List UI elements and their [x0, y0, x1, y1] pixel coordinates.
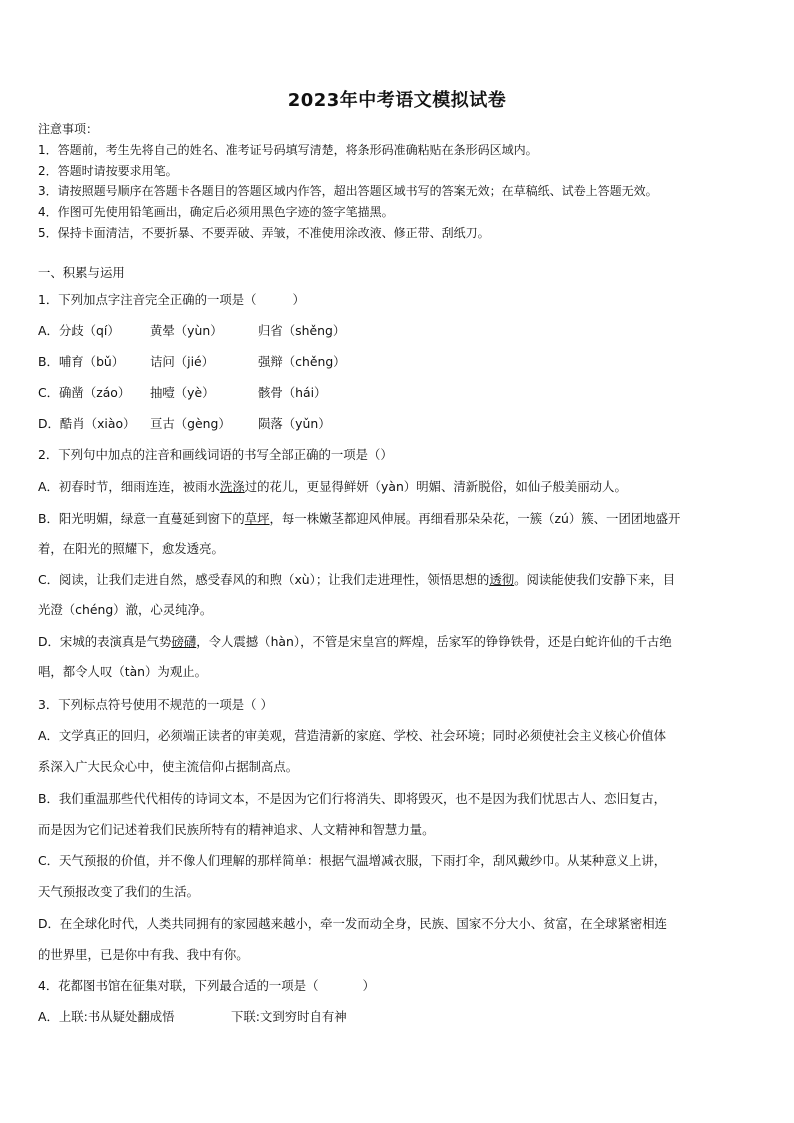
question-2-option-a — [38, 479, 627, 495]
question-2-option-b-cont: 着，在阳光的照耀下，愈发透亮。 — [38, 541, 224, 556]
option-text: A．初春时节，细雨连连，被雨水 — [38, 479, 220, 494]
upper-couplet: A．上联:书从疑处翻成悟 — [38, 1009, 175, 1024]
question-2-stem: 2．下列句中加点的注音和画线词语的书写全部正确的一项是（） — [38, 447, 393, 462]
question-4-option-a — [38, 1009, 347, 1025]
option-word: 强辩（chěng） — [258, 354, 346, 369]
question-2-option-c-cont: 光澄（chéng）澈，心灵纯净。 — [38, 602, 213, 617]
underlined-word: 透彻 — [489, 572, 515, 587]
option-word: 骸骨（hái） — [258, 385, 327, 400]
question-3-option-c-cont: 天气预报改变了我们的生活。 — [38, 884, 200, 899]
question-3-option-b: B．我们重温那些代代相传的诗词文本，不是因为它们行将消失、即将毁灭，也不是因为我们忧思古人、恋旧复古， — [38, 791, 667, 806]
question-2-option-c — [38, 572, 675, 588]
option-text: ，令人震撼（hàn），不管是宋皇宫的辉煌，岳家军的铮铮铁骨，还是白蛇许仙的千古绝 — [196, 634, 672, 649]
option-text: 。阅读能使我们安静下来，目 — [514, 572, 676, 587]
option-word: 陨落（yǔn） — [258, 416, 331, 431]
option-text: 过的花儿，更显得鲜妍（yàn）明媚、清新脱俗，如仙子般美丽动人。 — [244, 479, 627, 494]
option-text: B．阳光明媚，绿意一直蔓延到窗下的 — [38, 511, 245, 526]
option-word: 抽噎（yè） — [150, 385, 215, 400]
question-1-stem-close: ） — [292, 292, 305, 307]
question-3-option-a-cont: 系深入广大民众心中，使主流信仰占据制高点。 — [38, 759, 299, 774]
notice-heading: 注意事项： — [38, 122, 99, 136]
notice-item-1: 1．答题前，考生先将自己的姓名、准考证号码填写清楚，将条形码准确粘贴在条形码区域内。 — [38, 143, 538, 157]
option-word: 归省（shěng） — [258, 323, 346, 338]
question-1-option-c — [38, 385, 326, 401]
question-3-option-d-cont: 的世界里，已是你中有我、我中有你。 — [38, 947, 249, 962]
notice-item-5: 5．保持卡面清洁，不要折暴、不要弄破、弄皱，不准使用涂改液、修正带、刮纸刀。 — [38, 226, 490, 240]
notice-item-4: 4．作图可先使用铅笔画出，确定后必须用黑色字迹的签字笔描黑。 — [38, 205, 394, 219]
option-word: D．酷肖（xiào） — [38, 416, 136, 431]
question-1-option-d — [38, 416, 331, 432]
question-4-stem — [38, 978, 375, 994]
question-1-stem — [38, 292, 305, 308]
section-heading: 一、积累与运用 — [38, 265, 125, 280]
option-text: ，每一株嫩茎都迎风伸展。再细看那朵朵花，一簇（zú）簇、一团团地盛开 — [269, 511, 681, 526]
notice-item-2: 2．答题时请按要求用笔。 — [38, 164, 178, 178]
question-3-option-b-cont: 而是因为它们记述着我们民族所特有的精神追求、人文精神和智慧力量。 — [38, 822, 435, 837]
option-word: B．哺育（bǔ） — [38, 354, 125, 369]
question-1-option-a — [38, 323, 345, 339]
option-word: 黄晕（yùn） — [150, 323, 223, 338]
question-2-option-d-cont: 唱，都令人叹（tàn）为观止。 — [38, 664, 207, 679]
question-2-option-b — [38, 511, 680, 527]
option-word: 亘古（gèng） — [150, 416, 231, 431]
question-3-option-d: D．在全球化时代，人类共同拥有的家园越来越小，牵一发而动全身，民族、国家不分大小、贫富，在全球紧密相连 — [38, 916, 668, 931]
question-2-option-d — [38, 634, 672, 650]
question-4-stem-text: 4．花都图书馆在征集对联，下列最合适的一项是（ — [38, 978, 319, 993]
option-word: C．确凿（záo） — [38, 385, 131, 400]
question-1-stem-text: 1．下列加点字注音完全正确的一项是（ — [38, 292, 257, 307]
option-word: A．分歧（qí） — [38, 323, 120, 338]
question-1-option-b — [38, 354, 346, 370]
question-3-option-c: C．天气预报的价值，并不像人们理解的那样简单：根据气温增减衣服，下雨打伞，刮风戴纱巾。从某种意义上讲， — [38, 853, 667, 868]
question-3-option-a: A．文学真正的回归，必须端正读者的审美观，营造清新的家庭、学校、社会环境；同时必须使社会主义核心价值体 — [38, 728, 667, 743]
underlined-word: 磅礴 — [171, 634, 197, 649]
underlined-word: 草坪 — [244, 511, 270, 526]
underlined-word: 洗涤 — [219, 479, 245, 494]
option-word: 诘问（jié） — [150, 354, 215, 369]
question-4-stem-close: ） — [362, 978, 375, 993]
notice-item-3: 3．请按照题号顺序在答题卡各题目的答题区域内作答，超出答题区域书写的答案无效；在草稿纸、试卷上答题无效。 — [38, 184, 658, 198]
lower-couplet: 下联:文到穷时自有神 — [231, 1009, 347, 1024]
option-text: D．宋城的表演真是气势 — [38, 634, 172, 649]
option-text: C．阅读，让我们走进自然，感受春风的和煦（xù）；让我们走进理性，领悟思想的 — [38, 572, 490, 587]
page-title: 2023年中考语文模拟试卷 — [287, 90, 507, 111]
question-3-stem: 3．下列标点符号使用不规范的一项是（ ） — [38, 697, 273, 712]
